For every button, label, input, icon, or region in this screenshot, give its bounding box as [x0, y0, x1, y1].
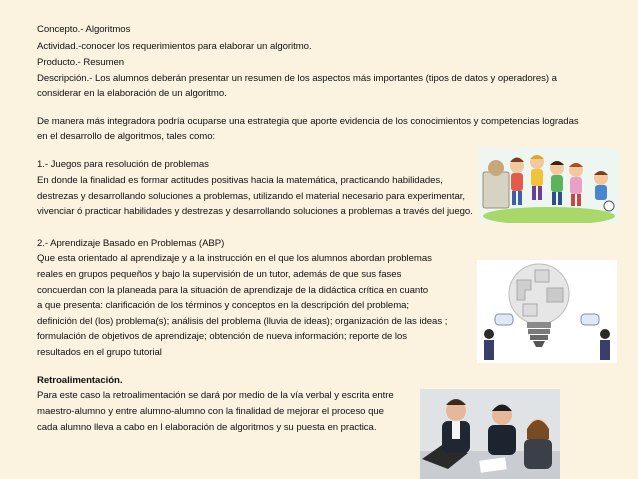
section-2-line: resultados en el grupo tutorial: [37, 347, 162, 358]
concepto-line: Concepto.- Algoritmos: [37, 24, 131, 35]
retroalimentacion-title: Retroalimentación.: [37, 375, 123, 386]
section-2-title: 2.- Aprendizaje Basado en Problemas (ABP): [37, 238, 225, 249]
retro-line: Para este caso la retroalimentación se dará por medio de la vía verbal y escrita entre: [37, 390, 394, 401]
section-2-line: formulación de objetivos de aprendizaje; obtención de nueva información; reporte de los: [37, 331, 408, 342]
section-2-line: a que presenta: clarificación de los términos y conceptos en la descripción del problema;: [37, 300, 410, 311]
children-playing-image: [479, 148, 619, 223]
intro-line-2: en el desarrollo de algoritmos, tales como:: [37, 131, 216, 142]
section-2-line: reales en grupos pequeños y bajo la supervisión de un tutor, además de que sus fases: [37, 269, 402, 280]
descripcion-line-1: Descripción.- Los alumnos deberán presentar un resumen de los aspectos más importantes (tipos de datos y operadores) a: [37, 73, 557, 84]
section-2-line: concuerdan con la planeada para la situación de aprendizaje de la didáctica crítica en cuanto: [37, 285, 429, 296]
section-1-line: destrezas y desarrollando soluciones a problemas, utilizando el material necesario para experimentar,: [37, 191, 465, 202]
descripcion-line-2: considerar en la elaboración de un algoritmo.: [37, 88, 227, 99]
section-2-line: Que esta orientado al aprendizaje y a la instrucción en el que los alumnos abordan problemas: [37, 253, 432, 264]
retro-line: maestro-alumno y entre alumno-alumno con la finalidad de mejorar el proceso que: [37, 406, 384, 417]
section-1-title: 1.- Juegos para resolución de problemas: [37, 159, 209, 170]
section-2-line: definición del (los) problema(s); análisis del problema (lluvia de ideas); organización de las ideas ;: [37, 316, 448, 327]
intro-line-1: De manera más integradora podría ocuparse una estrategia que aporte evidencia de los conocimientos y competencias logradas: [37, 116, 579, 127]
section-1-line: En donde la finalidad es formar actitudes positivas hacia la matemática, practicando habilidades,: [37, 175, 443, 186]
producto-line: Producto.- Resumen: [37, 57, 125, 68]
retro-line: cada alumno lleva a cabo en l elaboración de algoritmos y su puesta en practica.: [37, 422, 377, 433]
actividad-line: Actividad.-conocer los requerimientos para elaborar un algoritmo.: [37, 41, 312, 52]
section-1-line: vivenciar ó practicar habilidades y destrezas y desarrollando soluciones a problemas a través del juego.: [37, 206, 473, 217]
lightbulb-puzzle-image: [477, 260, 617, 363]
office-meeting-image: [420, 389, 560, 479]
